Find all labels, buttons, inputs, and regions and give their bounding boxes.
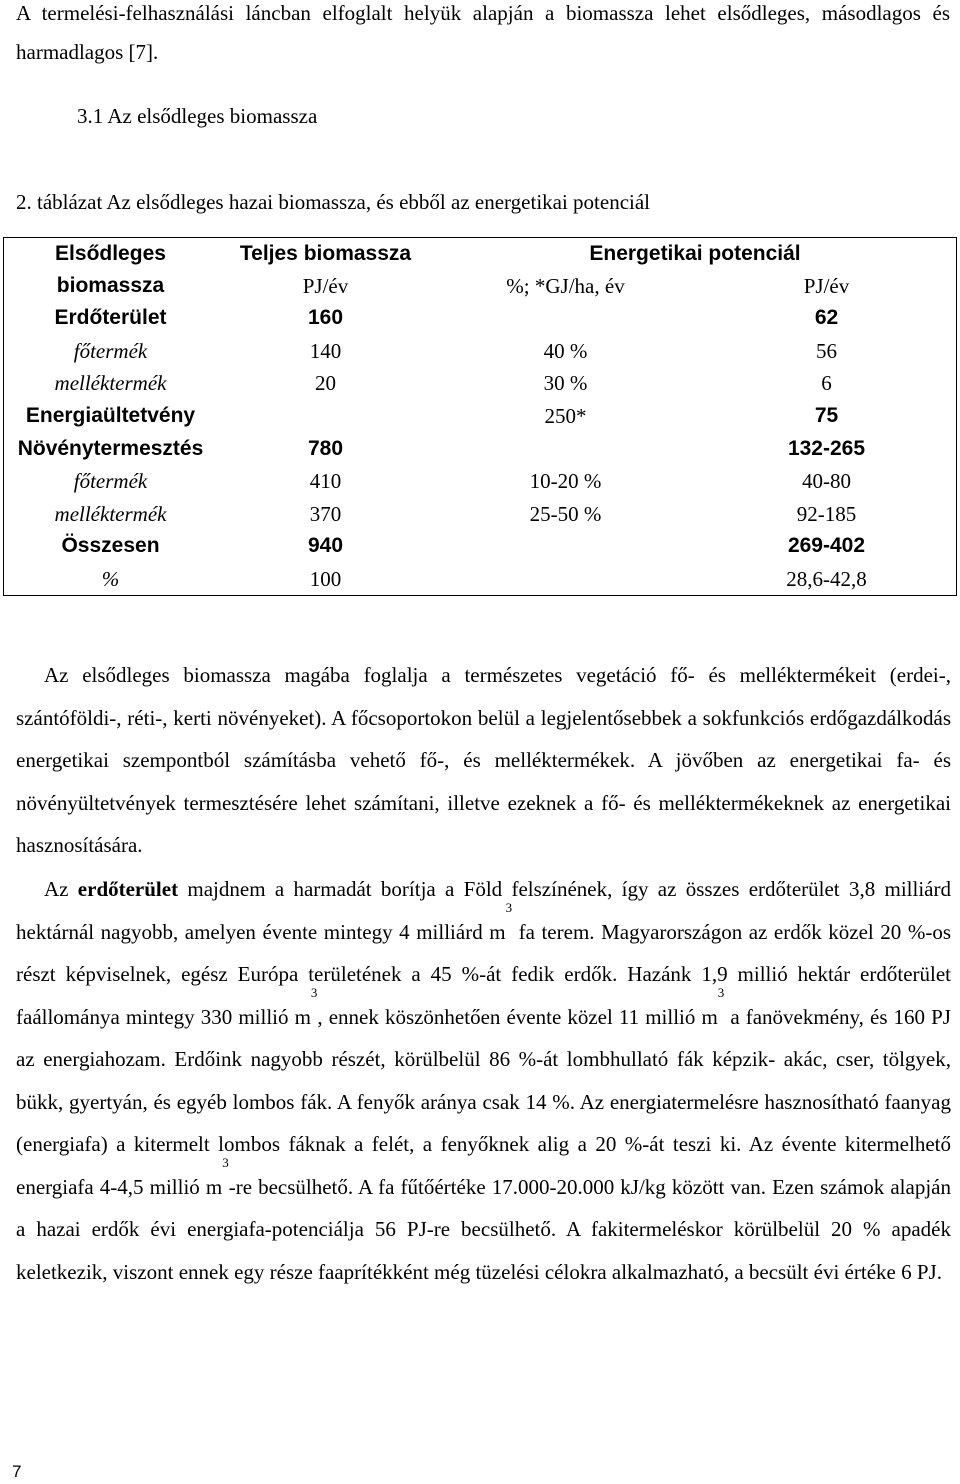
row-total: 940 (307, 534, 344, 558)
superscript: 3 (505, 899, 513, 915)
paragraph-primary-biomass: Az elsődleges biomassza magába foglalja a természetes vegetáció fő- és melléktermékeit (erdei-, szántóföldi-, réti-, kerti növényeket). A főcsoportokon belül a legjelentősebbek a sokfunkciós erdőgazdálkodás energetikai szempontból számításba vehető fő-, és melléktermékek. A jövőben az energetikai fa- és növényültetvények termesztésére lehet számítani, illetve ezeknek a fő- és melléktermékeknek az energetikai hasznosítására. (16, 663, 951, 857)
table-row (4, 563, 957, 596)
header-col2: Teljes biomassza (239, 242, 412, 265)
biomass-table (3, 237, 957, 596)
paragraph-forest-area (16, 868, 951, 1293)
row-label: főtermék (73, 338, 148, 363)
row-total: 140 (309, 338, 342, 363)
row-label: % (101, 567, 120, 592)
row-label: Erdőterület (54, 306, 167, 330)
paragraph-text: majdnem a harmadát borítja a Föld felszínének, így az összes erdőterület 3,8 milliárd hektárnál nagyobb, amelyen évente mintegy 4 milliárd m (16, 877, 951, 944)
row-percent: 30 % (543, 371, 588, 396)
intro-paragraph: A termelési-felhasználási láncban elfoglalt helyük alapján a biomassza lehet elsődleges, másodlagos és harmadlagos [7]. (16, 1, 950, 64)
table-row (4, 335, 957, 368)
superscript: 3 (222, 1154, 229, 1170)
row-label: Növénytermesztés (17, 436, 204, 460)
row-total (217, 400, 434, 433)
row-pj: 56 (816, 338, 837, 363)
page-number: 7 (12, 1462, 22, 1481)
table-row (4, 367, 957, 400)
row-pj: 269-402 (787, 534, 866, 558)
table-row (4, 432, 957, 465)
row-pj: 75 (814, 404, 839, 428)
row-label: melléktermék (54, 371, 167, 396)
bold-term: erdőterület (77, 877, 179, 901)
row-percent (434, 563, 697, 596)
row-pj: 92-185 (796, 501, 857, 526)
table-header-row (4, 238, 957, 271)
table-row (4, 400, 957, 433)
row-label: melléktermék (54, 501, 167, 526)
superscript: 3 (717, 984, 725, 1000)
paragraph-text: Az (44, 877, 78, 901)
paragraph-text: a fanövekmény, és 160 PJ az energiahozam. Erdőink nagyobb részét, körülbelül 86 %-át lombhullató fák képzik- akác, cser, tölgyek, bükk, gyertyán, és egyéb lombos fák. A fenyők aránya csak 14 %. Az energiatermelésre hasznosítható faanyag (energiafa) a kitermelt lombos fáknak a felét, a fenyőknek alig a 20 %-át teszi ki. Az évente kitermelhető energiafa 4-4,5 millió m (16, 1004, 951, 1199)
header-col1: Elsődleges (55, 242, 166, 265)
row-pj: 6 (821, 371, 832, 396)
row-pj: 28,6-42,8 (786, 567, 867, 592)
row-label: Összesen (61, 534, 160, 558)
row-label: Energiaültetvény (25, 404, 196, 428)
table-row (4, 498, 957, 531)
superscript: 3 (310, 984, 318, 1000)
row-percent: 40 % (543, 338, 588, 363)
row-total: 160 (307, 306, 344, 330)
row-total: 780 (307, 436, 344, 460)
paragraph-text: fa terem. Magyarországon az erdők közel 20 %-os részt képviselnek, egész Európa területének a 45 %-át fedik erdők. Hazánk 1,9 millió hektár erdőterület faállománya mintegy 330 millió m (16, 919, 951, 1029)
table-subheader-row (4, 270, 957, 302)
table-row (4, 465, 957, 498)
row-total: 410 (309, 469, 342, 494)
table-row (4, 530, 957, 563)
row-percent: 25-50 % (529, 501, 602, 526)
row-percent (434, 432, 697, 465)
row-percent (434, 302, 697, 335)
section-title: 3.1 Az elsődleges biomassza (77, 104, 318, 128)
row-percent: 10-20 % (529, 469, 602, 494)
row-total: 370 (309, 501, 342, 526)
row-label: főtermék (73, 469, 148, 494)
row-total: 100 (309, 567, 342, 592)
row-pj: 132-265 (787, 436, 866, 460)
header-col4-unit: PJ/év (803, 274, 850, 298)
row-percent: 250* (544, 404, 587, 429)
row-total: 20 (315, 371, 336, 396)
row-percent (434, 530, 697, 563)
header-col3-unit: %; *GJ/ha, év (506, 274, 625, 298)
table-row (4, 302, 957, 335)
row-pj: 40-80 (802, 469, 851, 494)
table-caption: 2. táblázat Az elsődleges hazai biomassza, és ebből az energetikai potenciál (16, 190, 651, 214)
row-pj: 62 (814, 306, 839, 330)
header-col2-unit: PJ/év (302, 274, 349, 298)
header-energy-potential: Energetikai potenciál (589, 242, 801, 265)
paragraph-text: , ennek köszönhetően évente közel 11 millió m (317, 1004, 718, 1029)
header-col1-line2: biomassza (56, 274, 165, 297)
paragraph-text: -re becsülhető. A fa fűtőértéke 17.000-20.000 kJ/kg között van. Ezen számok alapján a hazai erdők évi energiafa-potenciálja 56 PJ-re becsülhető. A fakitermeléskor körülbelül 20 % apadék keletkezik, viszont ennek egy része faaprítékként még tüzelési célokra alkalmazható, a becsült évi értéke 6 PJ. (16, 1174, 951, 1284)
